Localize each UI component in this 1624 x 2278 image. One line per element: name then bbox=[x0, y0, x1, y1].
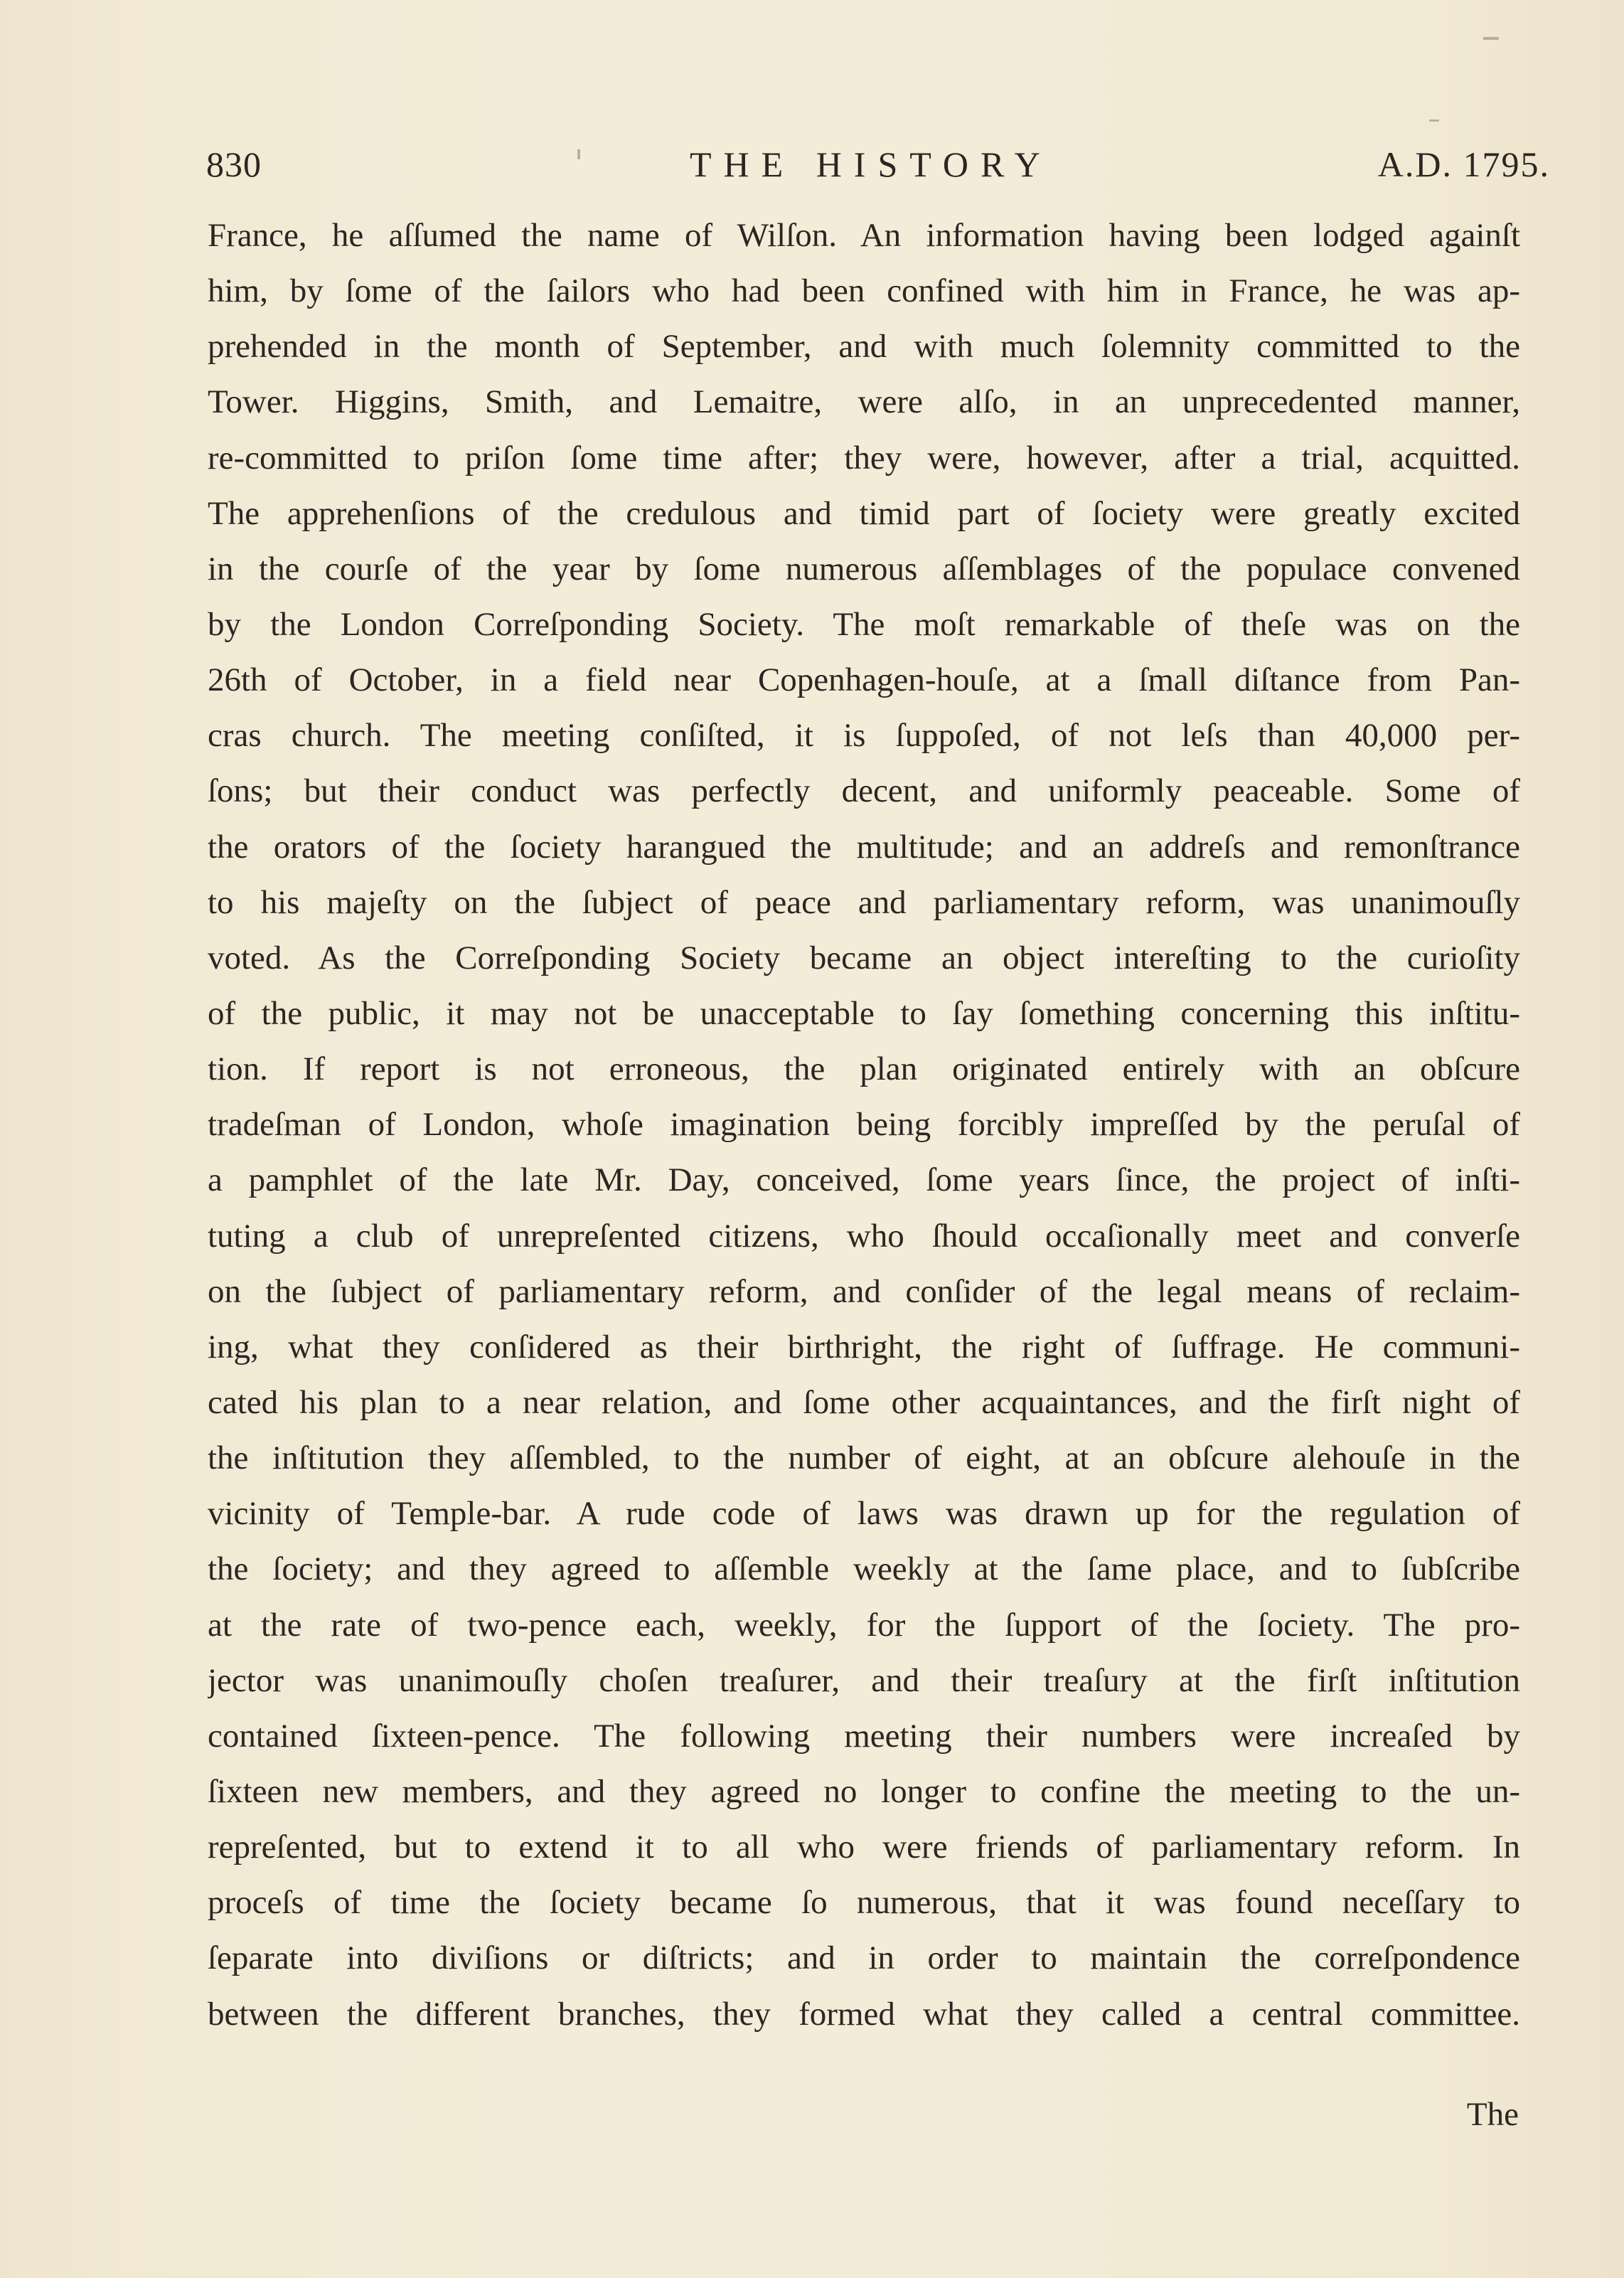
catchword: The bbox=[1466, 2096, 1519, 2133]
text-line: between the different branches, they formed what they called a central committee. bbox=[208, 1995, 1520, 2033]
text-line: contained ſixteen-pence. The following meeting their numbers were increaſed by bbox=[208, 1717, 1520, 1755]
text-line: Tower. Higgins, Smith, and Lemaitre, were alſo, in an unprecedented manner, bbox=[208, 383, 1520, 421]
text-line: a pamphlet of the late Mr. Day, conceived, ſome years ſince, the project of inſti- bbox=[208, 1161, 1520, 1199]
text-line: tradeſman of London, whoſe imagination being forcibly impreſſed by the peruſal of bbox=[208, 1106, 1520, 1144]
text-line: ſons; but their conduct was perfectly decent, and uniformly peaceable. Some of bbox=[208, 772, 1520, 810]
text-line: the ſociety; and they agreed to aſſemble weekly at the ſame place, and to ſubſcribe bbox=[208, 1550, 1520, 1588]
body-text bbox=[208, 208, 1520, 2042]
text-line: ſeparate into diviſions or diſtricts; and in order to maintain the correſpondence bbox=[208, 1939, 1520, 1977]
text-line: the inſtitution they aſſembled, to the number of eight, at an obſcure alehouſe in the bbox=[208, 1439, 1520, 1477]
text-line: in the courſe of the year by ſome numerous aſſemblages of the populace convened bbox=[208, 550, 1520, 587]
text-line: jector was unanimouſly choſen treaſurer, and their treaſury at the firſt inſtitution bbox=[208, 1661, 1520, 1699]
text-line: on the ſubject of parliamentary reform, and conſider of the legal means of reclaim- bbox=[208, 1272, 1520, 1310]
text-line: The apprehenſions of the credulous and timid part of ſociety were greatly excited bbox=[208, 494, 1520, 532]
date-heading: A.D. 1795. bbox=[1377, 144, 1550, 184]
ink-speck-mark bbox=[1483, 37, 1499, 40]
text-line: tuting a club of unrepreſented citizens, who ſhould occaſionally meet and converſe bbox=[208, 1217, 1520, 1255]
running-title: THE HISTORY bbox=[690, 144, 1052, 184]
text-line: ing, what they conſidered as their birthright, the right of ſuffrage. He communi- bbox=[208, 1328, 1520, 1366]
text-line: ſixteen new members, and they agreed no longer to confine the meeting to the un- bbox=[208, 1772, 1520, 1810]
text-line: cras church. The meeting conſiſted, it is ſuppoſed, of not leſs than 40,000 per- bbox=[208, 717, 1520, 755]
text-line: the orators of the ſociety harangued the multitude; and an addreſs and remonſtrance bbox=[208, 828, 1520, 866]
ink-speck-mark bbox=[1429, 119, 1439, 122]
text-line: 26th of October, in a field near Copenhagen-houſe, at a ſmall diſtance from Pan- bbox=[208, 661, 1520, 699]
text-line: by the London Correſponding Society. The moſt remarkable of theſe was on the bbox=[208, 605, 1520, 643]
text-line: voted. As the Correſponding Society became an object intereſting to the curioſity bbox=[208, 939, 1520, 976]
text-line: repreſented, but to extend it to all who were friends of parliamentary reform. In bbox=[208, 1829, 1520, 1866]
text-line: cated his plan to a near relation, and ſome other acquaintances, and the firſt night of bbox=[208, 1383, 1520, 1421]
text-line: at the rate of two-pence each, weekly, for the ſupport of the ſociety. The pro- bbox=[208, 1606, 1520, 1644]
text-line: of the public, it may not be unacceptable to ſay ſomething concerning this inſtitu- bbox=[208, 994, 1520, 1032]
text-line: vicinity of Temple-bar. A rude code of laws was drawn up for the regulation of bbox=[208, 1495, 1520, 1533]
text-line: tion. If report is not erroneous, the plan originated entirely with an obſcure bbox=[208, 1050, 1520, 1088]
text-line: prehended in the month of September, and with much ſolemnity committed to the bbox=[208, 328, 1520, 366]
text-line: France, he aſſumed the name of Wilſon. An information having been lodged againſt bbox=[208, 217, 1520, 254]
text-line: proceſs of time the ſociety became ſo numerous, that it was found neceſſary to bbox=[208, 1884, 1520, 1922]
text-line: him, by ſome of the ſailors who had been confined with him in France, he was ap- bbox=[208, 272, 1520, 310]
page-number: 830 bbox=[206, 144, 262, 184]
text-line: to his majeſty on the ſubject of peace and parliamentary reform, was unanimouſly bbox=[208, 883, 1520, 921]
text-line: re-committed to priſon ſome time after; they were, however, after a trial, acquitted. bbox=[208, 439, 1520, 477]
running-header bbox=[206, 139, 1550, 189]
